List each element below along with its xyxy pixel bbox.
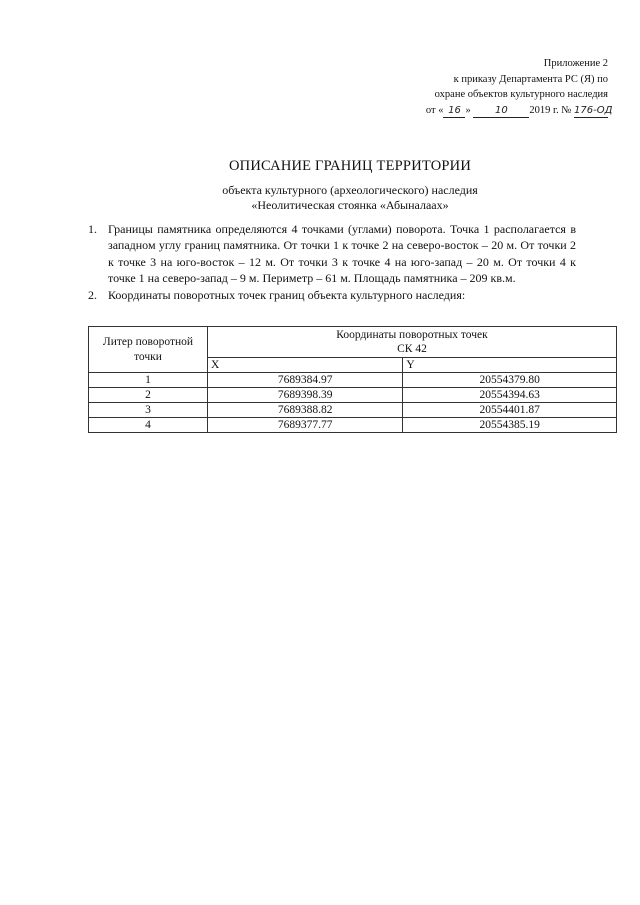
list-item-text: Границы памятника определяются 4 точками (углами) поворота. Точка 1 располагается в западном углу границ памятника. От точки 1 к точке 2 на северо-восток – 20 м. От точки 2 к точке 3 на юго-восток – 12 м. От точки 3 к точке 4 на юго-запад – 20 м. От точки 4 к точке 1 на северо-запад – 9 м. Периметр – 61 м. Площадь памятника – 209 кв.м. (108, 222, 576, 286)
point-cell: 2 (89, 388, 208, 403)
coordinates-table (88, 326, 617, 433)
x-axis-header: X (208, 358, 403, 373)
x-cell: 7689388.82 (208, 403, 403, 418)
document-subtitle-2: «Неолитическая стоянка «Абыналаах» (251, 198, 449, 212)
appendix-line-3: охране объектов культурного наследия (434, 89, 608, 100)
document-title: ОПИСАНИЕ ГРАНИЦ ТЕРРИТОРИИ (228, 158, 472, 174)
document-subtitle-1: объекта культурного (археологического) наследия (222, 183, 478, 197)
point-cell: 3 (89, 403, 208, 418)
y-axis-header: Y (403, 358, 617, 373)
handwritten-day: 16 (443, 105, 465, 118)
appendix-line-1: Приложение 2 (543, 58, 608, 69)
point-cell: 4 (89, 418, 208, 433)
list-item (88, 287, 576, 303)
coords-header (208, 327, 617, 358)
x-cell: 7689398.39 (208, 388, 403, 403)
list-item-number: 2. (88, 287, 97, 302)
table-header-row (89, 327, 617, 358)
x-cell: 7689384.97 (208, 373, 403, 388)
y-cell: 20554385.19 (403, 418, 617, 433)
appendix-block (368, 56, 613, 118)
handwritten-order-number: 176-ОД (574, 104, 613, 116)
title-block (0, 158, 640, 213)
litera-header: Литер поворотной точки (89, 327, 208, 373)
list-item-number: 1. (88, 222, 97, 236)
point-cell: 1 (89, 373, 208, 388)
date-year-suffix: 2019 г. № (529, 104, 572, 116)
table-row (89, 388, 617, 403)
table-row (89, 403, 617, 418)
table-row (89, 418, 617, 433)
y-cell: 20554394.63 (403, 388, 617, 403)
coords-header-line-2: СК 42 (397, 343, 427, 355)
appendix-line-2: к приказу Департамента РС (Я) по (453, 73, 608, 85)
numbered-list (88, 221, 576, 303)
date-mid: » (465, 104, 471, 116)
list-item (88, 221, 576, 287)
date-prefix: от « (425, 104, 444, 116)
coords-header-line-1: Координаты поворотных точек (336, 329, 488, 341)
y-cell: 20554401.87 (403, 403, 617, 418)
x-cell: 7689377.77 (208, 418, 403, 433)
y-cell: 20554379.80 (403, 373, 617, 388)
appendix-date-line (368, 103, 613, 119)
handwritten-month: 10 (473, 105, 529, 118)
list-item-text: Координаты поворотных точек границ объекта культурного наследия: (108, 287, 466, 302)
table-row (89, 373, 617, 388)
